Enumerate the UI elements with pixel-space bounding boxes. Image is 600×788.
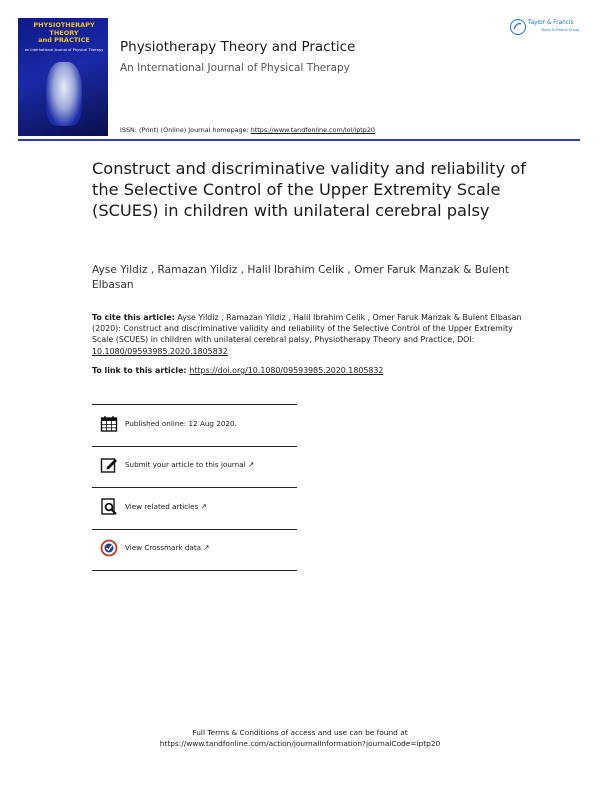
crossmark-row[interactable] <box>100 538 300 560</box>
publisher-name: Taylor & Francis <box>528 20 574 26</box>
article-doi-url[interactable]: https://doi.org/10.1080/09593985.2020.1805832 <box>189 366 384 375</box>
journal-information-link[interactable]: https://www.tandfonline.com/action/journalInformation?journalCode=iptp20 <box>159 739 441 748</box>
divider <box>92 570 297 571</box>
article-title: Construct and discriminative validity and reliability of the Selective Control of the Upper Extremity Scale (SCUES) in children with unilateral cerebral palsy <box>92 159 526 220</box>
cover-figure <box>46 62 82 126</box>
related-articles-row[interactable] <box>100 497 300 519</box>
journal-subtitle: An International Journal of Physical Therapy <box>120 62 350 74</box>
external-link-icon: ↗ <box>200 502 207 511</box>
terms-text: Full Terms & Conditions of access and use can be found at <box>192 728 408 737</box>
submit-article-link[interactable] <box>125 460 254 469</box>
cover-title-line2: and PRACTICE <box>38 36 90 44</box>
journal-homepage-link[interactable]: https://www.tandfonline.com/loi/iptp20 <box>250 126 375 134</box>
article-link-line <box>92 366 532 375</box>
submit-article-label: Submit your article to this journal <box>125 460 246 469</box>
external-link-icon: ↗ <box>203 543 210 552</box>
citation-text: Ayse Yildiz , Ramazan Yildiz , Halil Ibrahim Celik , Omer Faruk Manzak & Bulent Elbasan (2020): Construct and discriminative validity and reliability of the Selective Control of the Upper Extremity Scale (SCUES) in children with unilateral cerebral palsy, Physiotherapy Theory and Practice, DOI: <box>92 313 522 345</box>
issn-prefix: ISSN: (Print) (Online) Journal homepage: <box>120 126 251 134</box>
crossmark-icon <box>100 539 118 557</box>
external-link-icon: ↗ <box>247 460 255 469</box>
article-authors: Ayse Yildiz , Ramazan Yildiz , Halil Ibrahim Celik , Omer Faruk Manzak & Bulent Elbasan <box>92 264 510 291</box>
divider <box>92 487 297 488</box>
crossmark-link[interactable] <box>125 543 209 552</box>
publisher-logo-icon <box>510 19 526 35</box>
taylor-francis-logo <box>510 17 584 37</box>
cover-subtitle: an International Journal of Physical Therapy <box>24 48 104 52</box>
terms-footer <box>0 727 600 749</box>
journal-title: Physiotherapy Theory and Practice <box>120 39 356 55</box>
related-articles-label: View related articles <box>125 502 199 511</box>
published-online-text: Published online: 12 Aug 2020. <box>125 419 237 428</box>
crossmark-label: View Crossmark data <box>125 543 202 552</box>
cover-title-line1: PHYSIOTHERAPY THEORY <box>33 21 95 37</box>
divider <box>92 529 297 530</box>
divider <box>92 404 297 405</box>
edit-icon <box>100 456 118 474</box>
publisher-tagline: Taylor & Francis Group <box>541 28 580 32</box>
link-label: To link to this article: <box>92 366 190 375</box>
cover-title <box>22 22 106 45</box>
doi-link[interactable]: 10.1080/09593985.2020.1805832 <box>92 346 228 356</box>
related-articles-link[interactable] <box>125 502 207 511</box>
calendar-icon <box>100 415 118 433</box>
journal-cover-image <box>18 18 108 136</box>
issn-line <box>120 126 375 134</box>
published-online-row <box>100 414 300 436</box>
header-divider <box>18 139 580 141</box>
citation-label: To cite this article: <box>92 313 175 322</box>
search-document-icon <box>100 498 118 516</box>
submit-article-row[interactable] <box>100 455 300 477</box>
citation-block <box>92 312 532 357</box>
divider <box>92 446 297 447</box>
